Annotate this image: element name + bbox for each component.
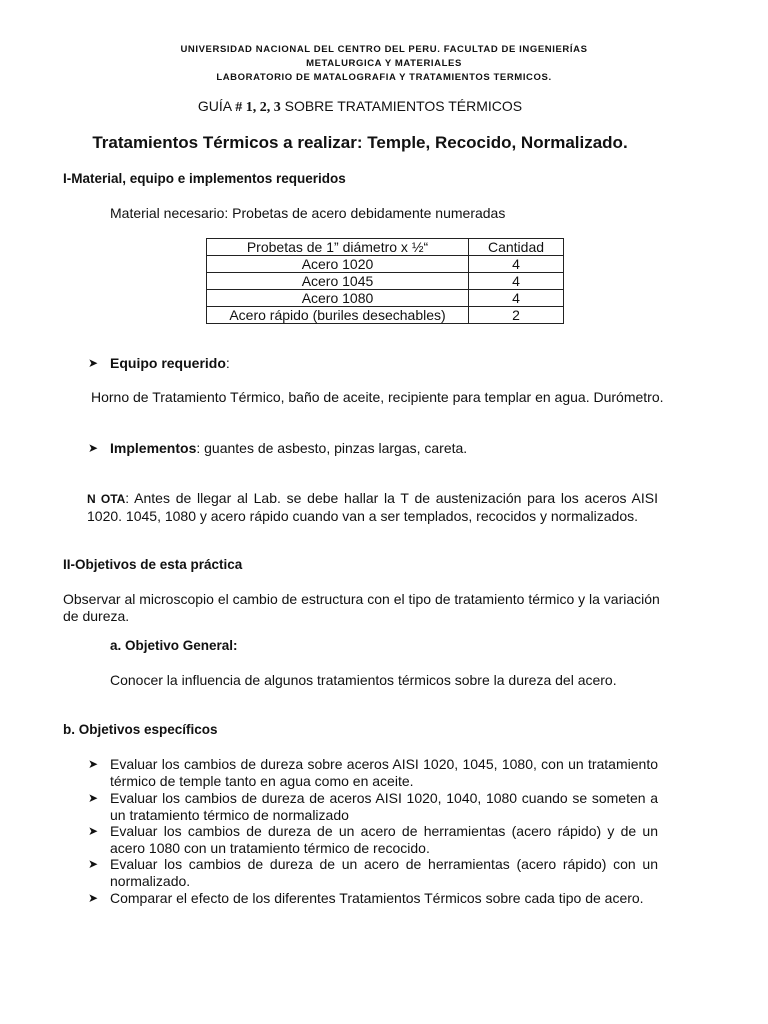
specific-objectives-heading: b. Objetivos específicos <box>63 722 218 737</box>
arrow-bullet-icon: ➤ <box>88 757 99 771</box>
list-item-text: Evaluar los cambios de dureza sobre aceros AISI 1020, 1045, 1080, con un tratamiento térmico de temple tanto en agua como en aceite. <box>110 756 658 789</box>
table-cell: Acero 1020 <box>207 256 469 273</box>
list-item-text: Evaluar los cambios de dureza de un acero de herramientas (acero rápido) y de un acero 1080 con un tratamiento térmico de recocido. <box>110 823 658 856</box>
guide-title <box>0 98 720 116</box>
university-header-line-3: LABORATORIO DE MATALOGRAFIA Y TRATAMIENTOS TERMICOS. <box>216 72 552 83</box>
list-item-text: Comparar el efecto de los diferentes Tratamientos Térmicos sobre cada tipo de acero. <box>110 890 644 906</box>
table-row <box>207 290 564 307</box>
table-header-cell: Probetas de 1” diámetro x ½“ <box>207 239 469 256</box>
nota-paragraph <box>87 490 658 525</box>
university-header-line-1: UNIVERSIDAD NACIONAL DEL CENTRO DEL PERU. FACULTAD DE INGENIERÍAS <box>180 44 588 55</box>
list-item <box>88 856 658 890</box>
guide-prefix: GUÍA <box>197 98 232 114</box>
arrow-bullet-icon: ➤ <box>88 857 99 871</box>
list-item-text: Evaluar los cambios de dureza de un acero de herramientas (acero rápido) con un normalizado. <box>110 856 658 889</box>
objectives-intro: Observar al microscopio el cambio de estructura con el tipo de tratamiento térmico y la variación de dureza. <box>63 591 660 624</box>
material-text: Material necesario: Probetas de acero debidamente numeradas <box>110 205 506 221</box>
table-header-cell: Cantidad <box>469 239 564 256</box>
arrow-bullet-icon: ➤ <box>88 891 99 905</box>
implementos-item <box>88 440 468 457</box>
guide-numbers: # 1, 2, 3 <box>235 100 281 115</box>
nota-label: N OTA <box>87 492 126 506</box>
implementos-text: : guantes de asbesto, pinzas largas, careta. <box>196 440 468 456</box>
table-row <box>207 273 564 290</box>
arrow-bullet-icon: ➤ <box>88 356 99 370</box>
table-cell: 4 <box>469 290 564 307</box>
page-title: Tratamientos Térmicos a realizar: Temple, Recocido, Normalizado. <box>92 133 628 152</box>
general-objective-text: Conocer la influencia de algunos tratamientos térmicos sobre la dureza del acero. <box>110 672 617 688</box>
table-cell: 2 <box>469 307 564 324</box>
section-1-heading: I-Material, equipo e implementos requeridos <box>63 171 346 186</box>
guide-rest: SOBRE TRATAMIENTOS TÉRMICOS <box>284 98 523 114</box>
table-cell: Acero 1045 <box>207 273 469 290</box>
section-2-heading: II-Objetivos de esta práctica <box>63 557 243 572</box>
table-row <box>207 307 564 324</box>
equipo-item: ➤ Equipo requerido: <box>88 355 230 371</box>
list-item <box>88 790 658 824</box>
equipo-text: Horno de Tratamiento Térmico, baño de aceite, recipiente para templar en agua. Durómetro. <box>91 389 664 405</box>
university-header-line-2: METALURGICA Y MATERIALES <box>306 58 462 69</box>
implementos-label: Implementos <box>110 440 197 456</box>
general-objective-heading: a. Objetivo General: <box>110 638 238 653</box>
arrow-bullet-icon: ➤ <box>88 441 99 455</box>
table-cell: Acero rápido (buriles desechables) <box>207 307 469 324</box>
table-cell: Acero 1080 <box>207 290 469 307</box>
arrow-bullet-icon: ➤ <box>88 791 99 805</box>
table-row <box>207 256 564 273</box>
nota-text: : Antes de llegar al Lab. se debe hallar la T de austenización para los aceros AISI 1020. 1045, 1080 y acero rápido cuando van a ser templados, recocidos y normalizados. <box>87 490 658 524</box>
list-item-text: Evaluar los cambios de dureza de aceros AISI 1020, 1040, 1080 cuando se someten a un tratamiento térmico de normalizado <box>110 790 658 823</box>
list-item <box>88 756 658 790</box>
arrow-bullet-icon: ➤ <box>88 824 99 838</box>
specimen-table <box>206 238 564 324</box>
list-item <box>88 890 658 907</box>
list-item <box>88 823 658 857</box>
table-cell: 4 <box>469 256 564 273</box>
table-cell: 4 <box>469 273 564 290</box>
table-header-row <box>207 239 564 256</box>
equipo-label: Equipo requerido <box>110 355 226 371</box>
